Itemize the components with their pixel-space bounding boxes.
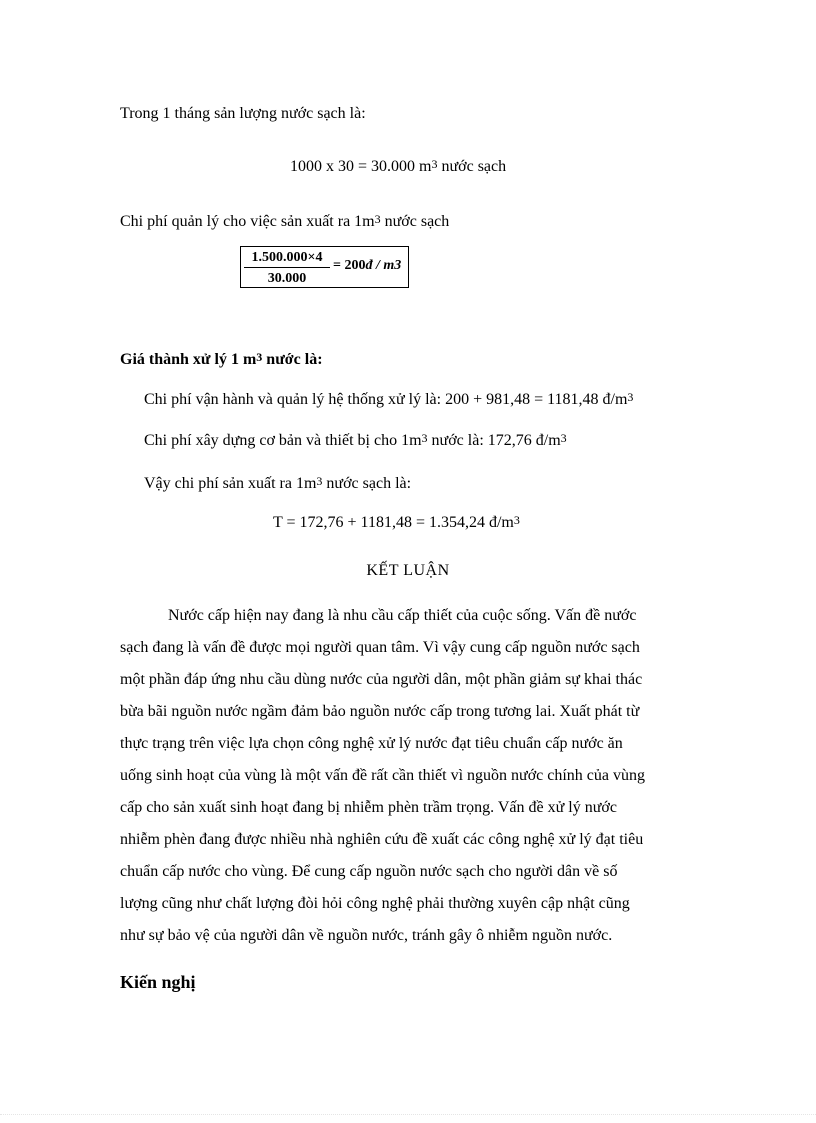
- eq1-post: nước sạch: [437, 158, 507, 175]
- fraction-result-value: = 200: [333, 258, 366, 273]
- construction-cost-sup1: 3: [421, 431, 428, 445]
- fraction-numerator: 1.500.000×4: [244, 249, 330, 268]
- monthly-output-text: Trong 1 tháng sản lượng nước sạch là:: [120, 105, 366, 122]
- construction-cost-text: Chi phí xây dựng cơ bản và thiết bị cho 1m: [144, 432, 422, 449]
- management-cost-text: Chi phí quản lý cho việc sản xuất ra 1m: [120, 213, 375, 230]
- conclusion-line: cấp cho sản xuất sinh hoạt đang bị nhiễm phèn trầm trọng. Vấn đề xử lý nước: [120, 799, 617, 816]
- total-cost-equation: [273, 513, 520, 533]
- management-cost-sup: 3: [374, 212, 381, 226]
- conclusion-line: bừa bãi nguồn nước ngầm đảm bảo nguồn nước cấp trong tương lai. Xuất phát từ: [120, 703, 640, 720]
- operation-cost-sup: 3: [627, 390, 634, 404]
- monthly-output-line: [120, 104, 366, 124]
- page-bottom-divider: [0, 1114, 816, 1115]
- conclusion-line: một phần đáp ứng nhu cầu dùng nước của người dân, một phần giảm sự khai thác: [120, 671, 643, 688]
- eq1-text: 1000 x 30 = 30.000 m: [290, 158, 432, 175]
- price-heading-post: nước là:: [262, 351, 323, 368]
- conclusion-line: sạch đang là vấn đề được mọi người quan tâm. Vì vậy cung cấp nguồn nước sạch: [120, 639, 640, 656]
- total-cost-intro: [144, 474, 411, 494]
- cost-fraction-formula: [240, 246, 409, 288]
- price-heading-sup: 3: [256, 350, 263, 364]
- construction-cost-line: [144, 431, 567, 451]
- total-eq-text: T = 172,76 + 1181,48 = 1.354,24 đ/m: [273, 514, 514, 531]
- price-heading: [120, 350, 323, 370]
- operation-cost-line: [144, 390, 633, 410]
- total-eq-sup: 3: [513, 513, 520, 527]
- total-intro-post: nước sạch là:: [322, 475, 412, 492]
- conclusion-title: KẾT LUẬN: [366, 562, 450, 579]
- eq1-sup: 3: [431, 157, 438, 171]
- construction-cost-sup2: 3: [560, 431, 567, 445]
- management-cost-post: nước sạch: [380, 213, 450, 230]
- conclusion-line: thực trạng trên việc lựa chọn công nghệ xử lý nước đạt tiêu chuẩn cấp nước ăn: [120, 735, 623, 752]
- conclusion-line: chuẩn cấp nước cho vùng. Để cung cấp nguồn nước sạch cho người dân về số: [120, 863, 618, 880]
- construction-cost-mid: nước là: 172,76 đ/m: [427, 432, 561, 449]
- price-heading-text: Giá thành xử lý 1 m: [120, 351, 257, 368]
- monthly-output-equation: [290, 157, 506, 177]
- operation-cost-text: Chi phí vận hành và quản lý hệ thống xử lý là: 200 + 981,48 = 1181,48 đ/m: [144, 391, 628, 408]
- total-intro-text: Vậy chi phí sản xuất ra 1m: [144, 475, 317, 492]
- recommendation-heading: Kiến nghị: [120, 972, 196, 992]
- conclusion-line: Nước cấp hiện nay đang là nhu cầu cấp thiết của cuộc sống. Vấn đề nước: [168, 607, 637, 624]
- conclusion-line: lượng cũng như chất lượng đòi hỏi công nghệ phải thường xuyên cập nhật cũng: [120, 895, 630, 912]
- conclusion-line: như sự bảo vệ của người dân về nguồn nước, tránh gây ô nhiễm nguồn nước.: [120, 927, 613, 944]
- fraction-result: [333, 258, 401, 274]
- fraction: [244, 249, 330, 287]
- conclusion-line: uống sinh hoạt của vùng là một vấn đề rất cần thiết vì nguồn nước chính của vùng: [120, 767, 646, 784]
- fraction-denominator: 30.000: [267, 271, 307, 286]
- conclusion-line: nhiễm phèn đang được nhiều nhà nghiên cứu đề xuất các công nghệ xử lý đạt tiêu: [120, 831, 644, 848]
- management-cost-line: [120, 212, 449, 232]
- fraction-result-unit: đ / m3: [365, 258, 402, 273]
- total-intro-sup: 3: [316, 474, 323, 488]
